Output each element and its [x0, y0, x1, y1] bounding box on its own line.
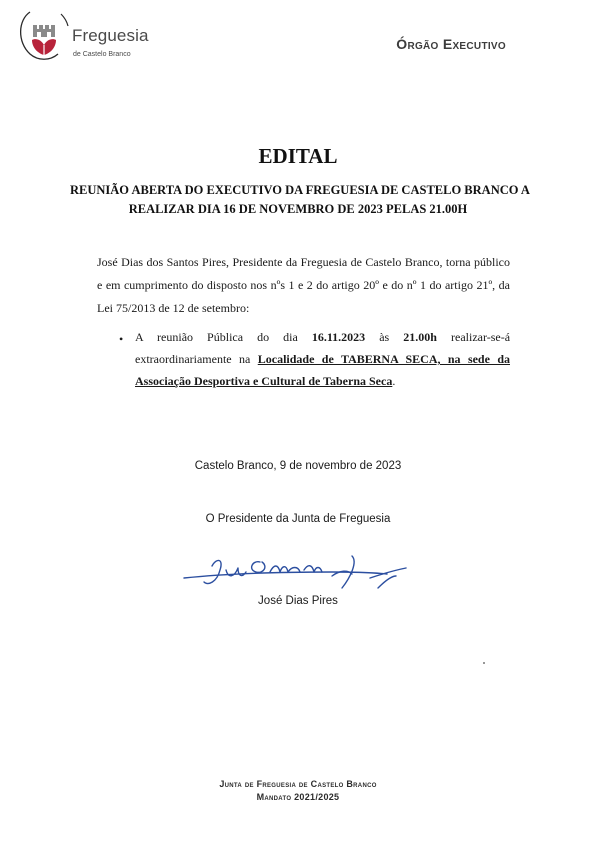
- bullet-line-3: [135, 370, 510, 392]
- page-mark: [483, 662, 485, 664]
- bullet-dot-icon: •: [119, 332, 124, 346]
- intro-line-1: José Dias dos Santos Pires, Presidente da Freguesia de Castelo Branco, torna público: [97, 255, 510, 269]
- handwritten-signature: [182, 548, 422, 598]
- bullet-text-b: às: [379, 330, 390, 344]
- meeting-venue: Associação Desportiva e Cultural de Taberna Seca: [135, 374, 393, 388]
- document-subtitle: [70, 181, 530, 219]
- meeting-bullet: [135, 326, 510, 392]
- subtitle-line-1: REUNIÃO ABERTA DO EXECUTIVO DA FREGUESIA DE CASTELO BRANCO A: [70, 183, 530, 197]
- president-title: O Presidente da Junta de Freguesia: [205, 513, 391, 525]
- document-title: EDITAL: [258, 144, 338, 168]
- subtitle-line-2: REALIZAR DIA 16 DE NOVEMBRO DE 2023 PELAS 21.00H: [128, 202, 468, 216]
- bullet-text-c: realizar-se-á: [451, 330, 511, 344]
- place-date: Castelo Branco, 9 de novembro de 2023: [194, 460, 402, 472]
- intro-line-2: e em cumprimento do disposto nos nºs 1 e 2 do artigo 20º e do nº 1 do artigo 21º, da: [97, 278, 510, 292]
- meeting-date: 16.11.2023: [311, 330, 366, 344]
- bullet-line-1: [135, 326, 510, 348]
- intro-line-3: Lei 75/2013 de 12 de setembro:: [97, 301, 250, 315]
- page-footer: [0, 778, 596, 804]
- bullet-text-d: extraordinariamente na: [135, 352, 251, 366]
- organ-label: [396, 36, 506, 52]
- intro-paragraph: [97, 251, 510, 320]
- bullet-text-a: A reunião Pública do dia: [135, 330, 298, 344]
- freguesia-logo: [16, 8, 166, 68]
- bullet-line-2: [135, 348, 510, 370]
- meeting-place: Localidade de TABERNA SECA, na sede da: [257, 352, 510, 366]
- meeting-time: 21.00h: [403, 330, 437, 344]
- castle-emblem-icon: [16, 8, 72, 64]
- logo-subtitle: de Castelo Branco: [73, 51, 131, 58]
- signer-name: José Dias Pires: [258, 595, 338, 607]
- logo-name: Freguesia: [72, 26, 149, 45]
- footer-line-2: Mandato 2021/2025: [256, 792, 340, 802]
- organ-label-text: Órgão Executivo: [396, 36, 506, 52]
- bullet-end: .: [392, 374, 396, 388]
- footer-line-1: Junta de Freguesia de Castelo Branco: [219, 779, 377, 789]
